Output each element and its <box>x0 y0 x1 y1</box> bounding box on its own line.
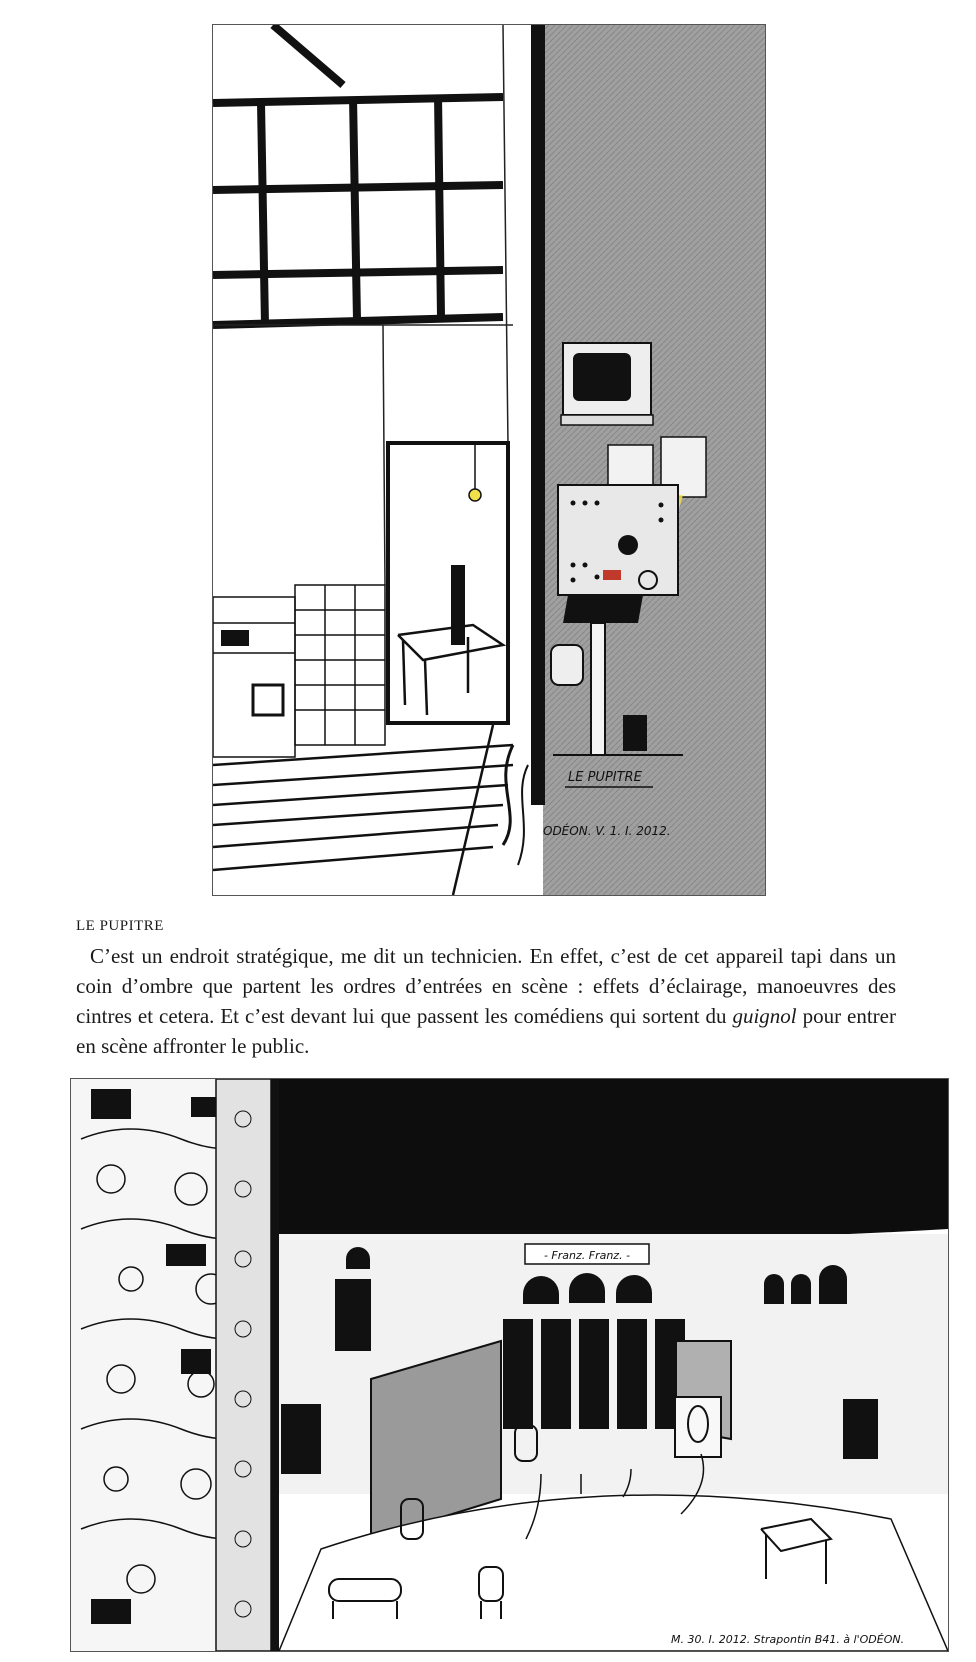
black-backdrop <box>279 1079 948 1240</box>
bottom-signature: M. 30. I. 2012. Strapontin B41. à l'ODÉON. <box>671 1633 905 1646</box>
stage-sign-text: - Franz. Franz. - <box>543 1249 631 1262</box>
caption-text-part2: pour entrer en scène affronter le public. <box>76 1004 896 1058</box>
top-signature: ODÉON. V. 1. I. 2012. <box>543 824 671 838</box>
drawn-label-le-pupitre: LE PUPITRE <box>568 770 642 785</box>
floor-planks <box>213 725 513 895</box>
doorway <box>388 443 508 723</box>
theatre-boxes <box>71 1079 271 1651</box>
stage-sketch <box>71 1079 948 1651</box>
drawing-stage <box>70 1078 949 1652</box>
wardrobe <box>675 1397 721 1457</box>
hanging-lamp <box>469 489 481 501</box>
table <box>398 625 503 715</box>
pillar <box>531 25 545 805</box>
window-frame <box>213 25 503 325</box>
caption-title: LE PUPITRE <box>76 918 164 934</box>
pupitre-sketch <box>213 25 765 895</box>
monitor <box>561 343 653 425</box>
caption-text-italic: guignol <box>732 1004 797 1028</box>
caption-block <box>76 918 896 1061</box>
caption-text <box>76 941 896 1061</box>
brick-wall <box>213 585 385 757</box>
drawing-le-pupitre <box>212 24 766 896</box>
caption-text-part1: C’est un endroit stratégique, me dit un technicien. En effet, c’est de cet appareil tapi dans un coin d’ombre que partent les ordres d’entrées en scène : effets d’éclairage, manoeuvres des cintres et cetera. Et c’est devant lui que passent les comédiens qui sortent du <box>76 944 896 1028</box>
